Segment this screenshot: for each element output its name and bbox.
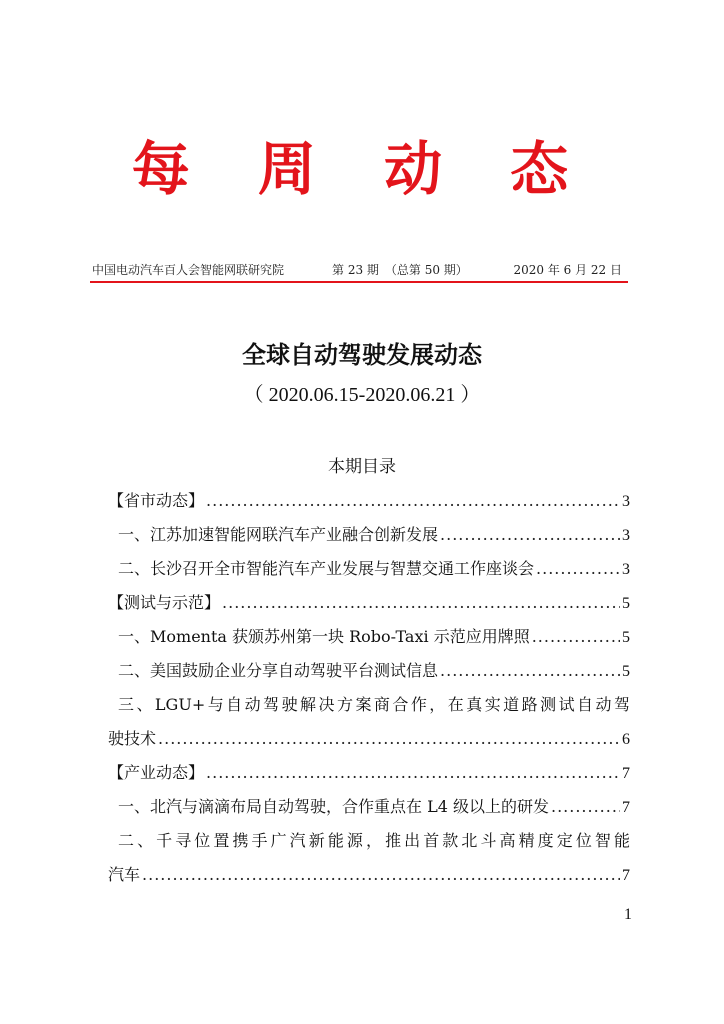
toc-entry[interactable] <box>108 620 630 654</box>
toc-leader <box>206 756 620 790</box>
toc-page-number: 3 <box>622 561 630 578</box>
masthead-title: 每 周 动 态 <box>131 135 593 203</box>
toc-entry-label-line2: 驶技术 <box>108 729 157 748</box>
toc-leader <box>440 654 620 688</box>
toc-entry[interactable] <box>108 654 630 688</box>
toc-section-testing[interactable] <box>108 586 630 620</box>
toc-entry-multiline[interactable] <box>108 824 630 892</box>
toc-page-number: 7 <box>622 799 630 816</box>
toc-leader <box>158 722 620 756</box>
toc-entry-line2 <box>108 722 630 756</box>
toc-entry-line2 <box>108 858 630 892</box>
table-of-contents <box>108 484 630 892</box>
toc-entry[interactable] <box>108 552 630 586</box>
toc-leader <box>536 552 620 586</box>
document-title: 全球自动驾驶发展动态 <box>242 341 482 369</box>
toc-leader <box>206 484 620 518</box>
header-divider <box>90 281 628 283</box>
toc-leader <box>440 518 620 552</box>
toc-section-industry[interactable] <box>108 756 630 790</box>
toc-entry-label: 一、Momenta 获颁苏州第一块 Robo-Taxi 示范应用牌照 <box>118 627 530 646</box>
toc-entry[interactable] <box>108 790 630 824</box>
toc-entry-label: 二、长沙召开全市智能汽车产业发展与智慧交通工作座谈会 <box>118 559 535 578</box>
toc-entry-label: 二、美国鼓励企业分享自动驾驶平台测试信息 <box>118 661 439 680</box>
organization-name: 中国电动汽车百人会智能网联研究院 <box>92 263 285 277</box>
toc-page-number: 3 <box>622 493 630 510</box>
toc-entry-label-line1: 三、LGU+与自动驾驶解决方案商合作，在真实道路测试自动驾 <box>118 695 630 714</box>
toc-entry-label-line2: 汽车 <box>108 865 141 884</box>
toc-page-number: 6 <box>622 731 630 748</box>
toc-leader <box>142 858 620 892</box>
toc-entry-label: 一、北汽与滴滴布局自动驾驶，合作重点在 L4 级以上的研发 <box>118 797 549 816</box>
issue-date: 2020 年 6 月 22 日 <box>513 263 622 277</box>
toc-section-provincial[interactable] <box>108 484 630 518</box>
toc-leader <box>532 620 620 654</box>
document-period: （ 2020.06.15-2020.06.21 ） <box>243 384 481 406</box>
toc-leader <box>222 586 620 620</box>
toc-entry-multiline[interactable] <box>108 688 630 756</box>
toc-page-number: 5 <box>622 629 630 646</box>
toc-page-number: 3 <box>622 527 630 544</box>
toc-entry[interactable] <box>108 518 630 552</box>
toc-entry-label-line1: 二、千寻位置携手广汽新能源，推出首款北斗高精度定位智能 <box>118 831 630 850</box>
toc-entry-label: 【测试与示范】 <box>108 593 221 612</box>
issue-number: 第 23 期 （总第 50 期） <box>332 263 468 277</box>
toc-page-number: 7 <box>622 765 630 782</box>
toc-entry-label: 【省市动态】 <box>108 491 205 510</box>
toc-entry-label: 【产业动态】 <box>108 763 205 782</box>
toc-page-number: 7 <box>622 867 630 884</box>
toc-entry-label: 一、江苏加速智能网联汽车产业融合创新发展 <box>118 525 439 544</box>
toc-leader <box>551 790 620 824</box>
toc-page-number: 5 <box>622 595 630 612</box>
toc-heading: 本期目录 <box>328 457 396 477</box>
page-number: 1 <box>624 906 632 923</box>
toc-page-number: 5 <box>622 663 630 680</box>
